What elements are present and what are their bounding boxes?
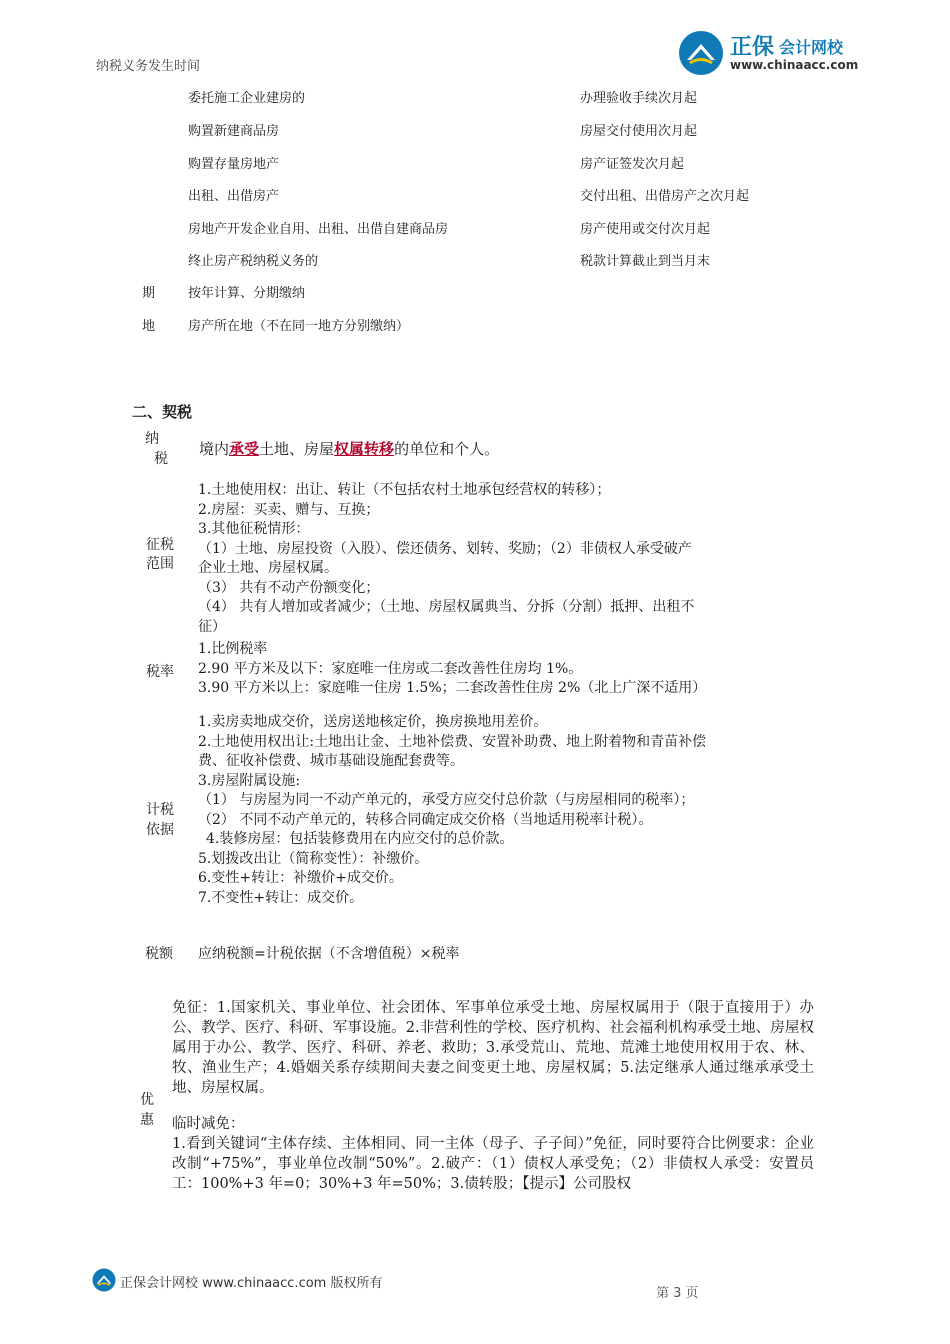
basis-line: 3.房屋附属设施: xyxy=(198,772,301,789)
timing-row-case: 委托施工企业建房的 xyxy=(188,91,306,106)
timing-row-time: 房产证签发次月起 xyxy=(580,157,685,172)
basis-line: 2.土地使用权出让:土地出让金、土地补偿费、安置补助费、地上附着物和青苗补偿 xyxy=(198,733,707,750)
brand-url[interactable]: www.chinaacc.com xyxy=(730,58,859,72)
scope-line: （4） 共有人增加或者减少；（土地、房屋权属典当、分拆（分割）抵押、出租不 xyxy=(198,599,695,615)
brand-subtitle: 会计网校 xyxy=(779,38,844,57)
footer-page-number: 第 3 页 xyxy=(656,1286,699,1301)
formula-label: 税额 xyxy=(145,946,173,962)
period-value: 按年计算、分期缴纳 xyxy=(188,286,306,301)
basis-line: （2） 不同不动产单元的，转移合同确定成交价格（当地适用税率计税）。 xyxy=(198,811,653,828)
scope-line: 征） xyxy=(198,618,226,635)
footer xyxy=(92,1268,592,1294)
book-arrow-logo-icon xyxy=(678,30,724,76)
timing-row-time: 房屋交付使用次月起 xyxy=(580,124,698,139)
highlight-transfer: 权属转移 xyxy=(334,440,395,458)
basis-line: 费、征收补偿费、城市基础设施配套费等。 xyxy=(198,753,464,769)
timing-row-case: 终止房产税纳税义务的 xyxy=(188,254,319,269)
place-label: 地 xyxy=(142,319,156,334)
basis-line: （1） 与房屋为同一不动产单元的，承受方应交付总价款（与房屋相同的税率）； xyxy=(198,792,695,808)
formula-text: 应纳税额=计税依据（不含增值税）×税率 xyxy=(198,946,460,962)
place-value: 房产所在地（不在同一地方分别缴纳） xyxy=(188,319,410,334)
timing-row-time: 税款计算截止到当月末 xyxy=(580,254,711,269)
taxpayer-text: 境内承受土地、房屋权属转移的单位和个人。 xyxy=(199,440,500,458)
relief-exempt: 免征：1.国家机关、事业单位、社会团体、军事单位承受土地、房屋权属用于（限于直接用于）办公、教学、医疗、科研、军事设施。2.非营利性的学校、医疗机构、社会福利机构承受土地、房屋权属用于办公、教学、医疗、科研、养老、救助；3.承受荒山、荒地、荒滩土地使用权用于农、林、牧、渔业生产；4.婚姻关系存续期间夫妻之间变更土地、房屋权属；5.法定继承人通过继承承受土地、房屋权属。 xyxy=(172,1000,814,1096)
scope-line: （3） 共有不动产份额变化； xyxy=(198,579,380,596)
relief-temp: 1.看到关键词“主体存续、主体相同、同一主体（母子、子子间）”免征，同时要符合比例要求：企业改制“+75%”，事业单位改制“50%”。2.破产：（1）债权人承受免；（2）非债权人承受：安置员工：100%+3 年=0；30%+3 年=50%；3.债转股；【提示】公司股权 xyxy=(172,1136,814,1192)
timing-row-case: 房地产开发企业自用、出租、出借自建商品房 xyxy=(188,222,449,237)
period-label: 期 xyxy=(142,286,156,301)
scope-label: 征税 范围 xyxy=(146,537,174,572)
relief-label: 优 惠 xyxy=(140,1092,154,1128)
footer-copyright: 正保会计网校 www.chinaacc.com 版权所有 xyxy=(120,1276,383,1291)
rate-line: 1.比例税率 xyxy=(198,641,268,657)
basis-label: 计税 依据 xyxy=(146,802,174,838)
rate-label: 税率 xyxy=(146,664,174,680)
top-left-fragment: 纳税义务发生时间 xyxy=(96,59,201,74)
rate-line: 2.90 平方米及以下：家庭唯一住房或二套改善性住房均 1%。 xyxy=(198,660,583,677)
rate-line: 3.90 平方米以上：家庭唯一住房 1.5%；二套改善性住房 2%（北上广深不适用） xyxy=(198,680,707,696)
timing-row-time: 房产使用或交付次月起 xyxy=(580,222,711,237)
scope-line: 1.土地使用权：出让、转让（不包括农村土地承包经营权的转移）； xyxy=(198,482,611,498)
basis-line: 5.划拨改出让（简称变性）：补缴价。 xyxy=(198,850,429,867)
taxpayer-label: 纳 税 xyxy=(145,431,168,467)
timing-row-case: 出租、出借房产 xyxy=(188,189,280,204)
scope-line: （1）土地、房屋投资（入股）、偿还债务、划转、奖励；（2）非债权人承受破产 xyxy=(198,540,692,557)
timing-row-case: 购置新建商品房 xyxy=(188,124,280,139)
timing-row-case: 购置存量房地产 xyxy=(188,157,280,172)
rate-body xyxy=(198,640,706,699)
basis-line: 6.变性+转让：补缴价+成交价。 xyxy=(198,870,403,886)
scope-line: 2.房屋：买卖、赠与、互换； xyxy=(198,501,380,518)
timing-row-time: 交付出租、出借房产之次月起 xyxy=(580,189,750,204)
book-arrow-logo-icon xyxy=(92,1268,116,1292)
timing-row-time: 办理验收手续次月起 xyxy=(580,91,698,106)
scope-body xyxy=(198,481,695,635)
highlight-accept: 承受 xyxy=(229,440,260,458)
basis-body xyxy=(198,713,706,908)
brand-title: 正保 xyxy=(730,35,775,60)
header-logo[interactable] xyxy=(678,28,878,78)
basis-line: 7.不变性+转让：成交价。 xyxy=(198,889,364,906)
basis-line: 4.装修房屋：包括装修费用在内应交付的总价款。 xyxy=(206,831,514,847)
section-title: 二、契税 xyxy=(132,403,193,421)
basis-line: 1.卖房卖地成交价，送房送地核定价，换房换地用差价。 xyxy=(198,714,548,730)
scope-line: 企业土地、房屋权属。 xyxy=(198,560,338,576)
scope-line: 3.其他征税情形： xyxy=(198,521,310,537)
relief-temp-title: 临时减免： xyxy=(172,1116,245,1132)
